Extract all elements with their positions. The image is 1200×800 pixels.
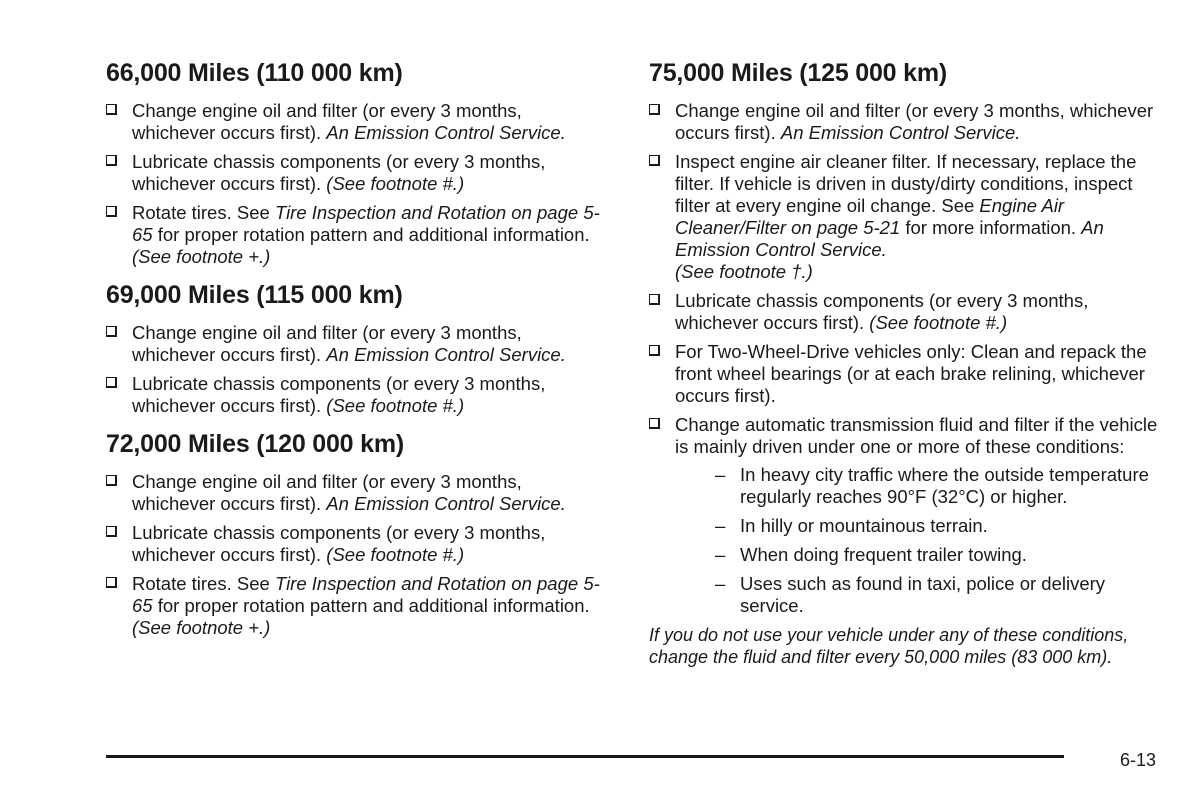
checkbox-icon [649,418,660,429]
item-italic-note: An Emission Control Service. [675,217,1104,260]
checkbox-icon [649,104,660,115]
checkbox-icon [106,475,117,486]
item-text: Lubricate chassis components (or every 3 months, whichever occurs first). [675,290,1089,333]
item-text: Inspect engine air cleaner filter. If necessary, replace the filter. If vehicle is driven in dusty/dirty conditions, inspect filter at every engine oil change. See [675,151,1137,216]
item-text: Lubricate chassis components (or every 3 months, whichever occurs first). [132,151,546,194]
checkbox-icon [106,104,117,115]
checklist-item [106,373,606,417]
item-text: for more information. [900,217,1082,238]
checklist [106,322,606,417]
condition-text: Uses such as found in taxi, police or delivery service. [740,573,1106,616]
item-text: Change engine oil and filter (or every 3 months, whichever occurs first). [132,322,522,365]
checklist [106,471,606,639]
checkbox-icon [649,155,660,166]
right-column [649,58,1164,680]
item-text: Change engine oil and filter (or every 3 months, whichever occurs first). [132,100,522,143]
checklist-item [649,151,1164,283]
checkbox-icon [106,326,117,337]
dash-bullet-icon: – [715,515,726,536]
checkbox-icon [106,577,117,588]
dash-bullet-icon: – [715,464,726,485]
item-italic-note: An Emission Control Service. [326,122,566,143]
condition-text: In heavy city traffic where the outside temperature regularly reaches 90°F (32°C) or higher. [740,464,1149,507]
item-italic-note: (See footnote +.) [132,246,271,267]
checklist-item [649,341,1164,407]
checklist-item [649,414,1164,617]
item-text: Change engine oil and filter (or every 3 months, whichever occurs first). [675,100,1154,143]
section-heading: 72,000 Miles (120 000 km) [106,430,404,458]
checklist-item [649,290,1164,334]
item-text: Change engine oil and filter (or every 3 months, whichever occurs first). [132,471,522,514]
section-75000-miles [649,58,1164,668]
condition-item [715,544,1164,566]
item-italic-note: (See footnote #.) [869,312,1008,333]
checklist [649,100,1164,617]
checklist-item [106,471,606,515]
checklist-item [649,100,1164,144]
checklist-item [106,151,606,195]
checklist-item [106,322,606,366]
transmission-note: If you do not use your vehicle under any of these conditions, change the fluid and filter every 50,000 miles (83 000 km). [649,625,1129,667]
section-heading: 66,000 Miles (110 000 km) [106,59,403,87]
checkbox-icon [649,345,660,356]
item-italic-note: (See footnote #.) [326,173,465,194]
section-69000-miles [106,280,606,417]
section-72000-miles [106,429,606,639]
item-italic-note: (See footnote +.) [132,617,271,638]
footer-rule [106,755,1064,758]
checkbox-icon [106,377,117,388]
checklist-item [106,100,606,144]
condition-item [715,573,1164,617]
condition-item [715,515,1164,537]
section-heading: 75,000 Miles (125 000 km) [649,59,947,87]
item-italic-note: (See footnote #.) [326,544,465,565]
item-text: Rotate tires. See [132,202,275,223]
checkbox-icon [649,294,660,305]
checkbox-icon [106,206,117,217]
item-italic-note: An Emission Control Service. [326,493,566,514]
checkbox-icon [106,526,117,537]
page-number: 6-13 [1119,750,1156,770]
conditions-list [715,464,1164,617]
checklist [106,100,606,268]
item-text: Lubricate chassis components (or every 3 months, whichever occurs first). [132,373,546,416]
condition-item [715,464,1164,508]
item-text: Lubricate chassis components (or every 3 months, whichever occurs first). [132,522,546,565]
condition-text: In hilly or mountainous terrain. [740,515,988,536]
checklist-item [106,573,606,639]
checklist-item [106,522,606,566]
condition-text: When doing frequent trailer towing. [740,544,1027,565]
item-italic-note: (See footnote #.) [326,395,465,416]
cross-reference: Engine Air Cleaner/Filter on page 5-21 [675,195,1065,238]
cross-reference: Tire Inspection and Rotation on page 5-65 [132,202,600,245]
item-italic-note: (See footnote †.) [675,261,813,282]
item-text: For Two-Wheel-Drive vehicles only: Clean and repack the front wheel bearings (or at each brake relining, whichever occurs first). [675,341,1147,406]
item-text: for proper rotation pattern and additional information. [152,224,590,245]
checkbox-icon [106,155,117,166]
section-66000-miles [106,58,606,268]
item-italic-note: An Emission Control Service. [326,344,566,365]
item-italic-note: An Emission Control Service. [780,122,1021,143]
left-column [106,58,606,651]
cross-reference: Tire Inspection and Rotation on page 5-65 [132,573,600,616]
item-text: for proper rotation pattern and additional information. [152,595,590,616]
item-text: Change automatic transmission fluid and filter if the vehicle is mainly driven under one or more of these conditions: [675,414,1158,457]
dash-bullet-icon: – [715,544,726,565]
item-text: Rotate tires. See [132,573,275,594]
section-heading: 69,000 Miles (115 000 km) [106,281,403,309]
checklist-item [106,202,606,268]
dash-bullet-icon: – [715,573,726,594]
